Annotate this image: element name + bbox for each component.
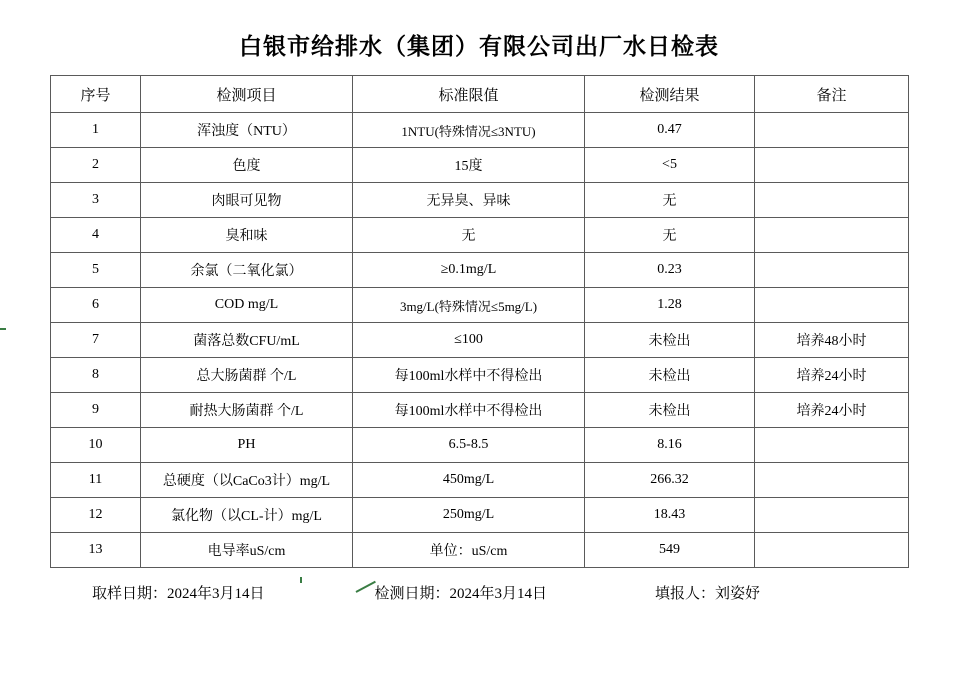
cell-result: 8.16 <box>585 428 755 463</box>
cell-standard: 单位：uS/cm <box>353 533 585 568</box>
cell-note <box>755 498 909 533</box>
cell-no: 8 <box>51 358 141 393</box>
document-page <box>0 28 958 679</box>
cell-standard: 无异臭、异味 <box>353 183 585 218</box>
cell-item: 余氯（二氧化氯） <box>141 253 353 288</box>
sample-date-text: 取样日期：2024年3月14日 <box>92 586 265 602</box>
cell-note <box>755 253 909 288</box>
table-row <box>51 113 909 148</box>
table-header <box>51 76 909 113</box>
table-row <box>51 148 909 183</box>
cell-no: 6 <box>51 288 141 323</box>
cell-standard: 15度 <box>353 148 585 183</box>
table-body <box>51 113 909 568</box>
cell-note <box>755 533 909 568</box>
cell-note <box>755 288 909 323</box>
cell-standard: 6.5-8.5 <box>353 428 585 463</box>
cell-item: 色度 <box>141 148 353 183</box>
cell-no: 2 <box>51 148 141 183</box>
cell-note: 培养24小时 <box>755 393 909 428</box>
table-row <box>51 498 909 533</box>
cell-note <box>755 428 909 463</box>
cell-no: 10 <box>51 428 141 463</box>
column-header-standard: 标准限值 <box>353 76 585 113</box>
cell-item: 总大肠菌群 个/L <box>141 358 353 393</box>
cell-no: 3 <box>51 183 141 218</box>
table-row <box>51 428 909 463</box>
table-row <box>51 288 909 323</box>
cell-note <box>755 218 909 253</box>
cell-result: 未检出 <box>585 393 755 428</box>
table-row <box>51 218 909 253</box>
page-title: 白银市给排水（集团）有限公司出厂水日检表 <box>239 34 719 59</box>
column-header-no: 序号 <box>51 76 141 113</box>
cell-no: 9 <box>51 393 141 428</box>
cell-note: 培养48小时 <box>755 323 909 358</box>
table-header-row <box>51 76 909 113</box>
table-row <box>51 533 909 568</box>
cell-note <box>755 148 909 183</box>
cell-result: 无 <box>585 183 755 218</box>
table-row <box>51 358 909 393</box>
cell-standard: 450mg/L <box>353 463 585 498</box>
cell-result: 未检出 <box>585 358 755 393</box>
reporter-text: 填报人：刘姿妤 <box>655 586 761 602</box>
cell-item: 肉眼可见物 <box>141 183 353 218</box>
cell-result: 0.23 <box>585 253 755 288</box>
cell-note <box>755 113 909 148</box>
cell-no: 4 <box>51 218 141 253</box>
cell-no: 13 <box>51 533 141 568</box>
cell-standard: 无 <box>353 218 585 253</box>
report-table-wrapper <box>50 75 908 568</box>
cell-no: 7 <box>51 323 141 358</box>
cell-no: 12 <box>51 498 141 533</box>
column-header-note: 备注 <box>755 76 909 113</box>
document-footer <box>50 568 908 603</box>
cell-item: 电导率uS/cm <box>141 533 353 568</box>
cell-no: 11 <box>51 463 141 498</box>
cell-standard: 1NTU(特殊情况≤3NTU) <box>353 113 585 148</box>
cell-standard: 3mg/L(特殊情况≤5mg/L) <box>353 288 585 323</box>
cell-standard: 每100ml水样中不得检出 <box>353 393 585 428</box>
green-edge-mark-bottom-icon <box>300 577 302 583</box>
cell-result: 18.43 <box>585 498 755 533</box>
table-row <box>51 323 909 358</box>
cell-note <box>755 463 909 498</box>
green-edge-mark-left-icon <box>0 328 6 330</box>
cell-item: PH <box>141 428 353 463</box>
cell-item: 耐热大肠菌群 个/L <box>141 393 353 428</box>
water-quality-table <box>50 75 909 568</box>
cell-result: 无 <box>585 218 755 253</box>
cell-note <box>755 183 909 218</box>
table-row <box>51 463 909 498</box>
cell-item: 浑浊度（NTU） <box>141 113 353 148</box>
cell-result: 549 <box>585 533 755 568</box>
cell-item: 总硬度（以CaCo3计）mg/L <box>141 463 353 498</box>
table-row <box>51 393 909 428</box>
cell-standard: ≤100 <box>353 323 585 358</box>
cell-standard: 每100ml水样中不得检出 <box>353 358 585 393</box>
column-header-result: 检测结果 <box>585 76 755 113</box>
cell-item: 氯化物（以CL-计）mg/L <box>141 498 353 533</box>
cell-note: 培养24小时 <box>755 358 909 393</box>
cell-standard: 250mg/L <box>353 498 585 533</box>
cell-item: COD mg/L <box>141 288 353 323</box>
cell-item: 菌落总数CFU/mL <box>141 323 353 358</box>
test-date-text: 检测日期：2024年3月14日 <box>374 586 548 602</box>
table-row <box>51 183 909 218</box>
column-header-item: 检测项目 <box>141 76 353 113</box>
cell-result: 1.28 <box>585 288 755 323</box>
cell-item: 臭和味 <box>141 218 353 253</box>
cell-standard: ≥0.1mg/L <box>353 253 585 288</box>
cell-no: 1 <box>51 113 141 148</box>
table-row <box>51 253 909 288</box>
cell-result: 0.47 <box>585 113 755 148</box>
cell-result: <5 <box>585 148 755 183</box>
cell-result: 未检出 <box>585 323 755 358</box>
cell-no: 5 <box>51 253 141 288</box>
cell-result: 266.32 <box>585 463 755 498</box>
